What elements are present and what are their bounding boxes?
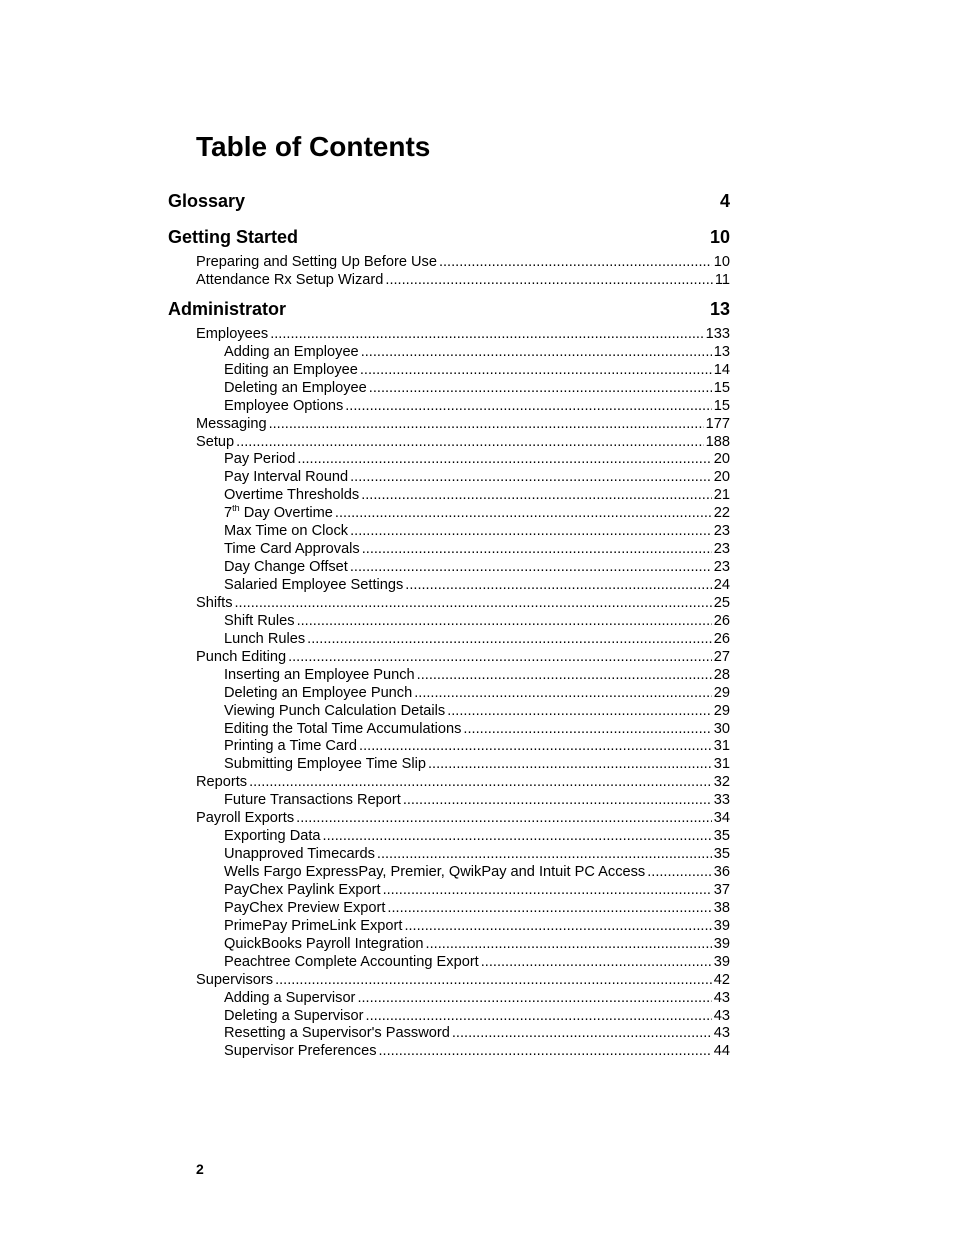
toc-entry[interactable] [168,434,730,452]
toc-section-getting-started[interactable] [168,224,730,250]
toc-entry-label-text: Lunch Rules [224,630,306,647]
toc-entry-page-number: 23 [713,559,730,576]
toc-entry-page-number: 29 [713,702,730,719]
dot-leader [275,972,712,990]
toc-entry-label-text: Future Transactions Report [224,792,401,809]
dot-leader [428,756,712,774]
toc-entry-page-number: 11 [714,271,730,288]
dot-leader [307,631,712,649]
dot-leader [379,1043,712,1061]
toc-entry-label-text: Supervisors [196,971,274,988]
dot-leader [369,380,712,398]
dot-leader [463,721,711,739]
toc-entry-page-number: 10 [713,254,730,270]
toc-entry[interactable] [168,416,730,434]
toc-entry-label [196,649,286,667]
toc-entry[interactable] [168,523,730,541]
dot-leader [385,272,712,290]
toc-entry-page-number: 33 [713,792,730,809]
dot-leader [647,864,712,882]
table-of-contents [168,188,730,1067]
toc-entry-label-text: Preparing and Setting Up Before Use [196,254,437,270]
toc-entry[interactable] [168,1008,730,1026]
toc-entry-page-number: 22 [713,505,730,522]
dot-leader [249,774,712,792]
toc-entry-page-number: 30 [713,720,730,737]
dot-leader [360,362,712,380]
toc-entry-page-number: 31 [713,756,730,773]
toc-entry-label [224,918,402,936]
section-page-number: 4 [719,191,730,211]
toc-entry[interactable] [168,864,730,882]
dot-leader [335,505,712,523]
toc-entry[interactable] [168,1043,730,1061]
toc-entry-page-number: 35 [713,846,730,863]
toc-entry-label [196,254,437,272]
toc-section-administrator[interactable] [168,296,730,322]
toc-entry-label [224,882,381,900]
toc-entry-label [196,326,268,344]
page-number: 2 [196,1161,204,1177]
toc-entry[interactable] [168,882,730,900]
toc-entry-label-text: PayChex Paylink Export [224,881,381,898]
toc-entry-label [224,505,333,523]
toc-entry-page-number: 133 [705,325,730,342]
toc-entry-label [224,559,348,577]
administrator-entries [168,326,730,1061]
toc-entry-page-number: 25 [713,594,730,611]
toc-entry[interactable] [168,685,730,703]
toc-entry[interactable] [168,326,730,344]
toc-entry-label [224,703,445,721]
toc-entry-label-text: 7 [224,505,233,522]
toc-entry-page-number: 15 [713,397,730,414]
toc-entry-label [196,272,383,290]
section-page-number: 10 [709,227,730,247]
toc-entry-page-number: 32 [713,774,730,791]
toc-entry-label [196,972,273,990]
toc-entry-label [224,667,415,685]
toc-entry-page-number: 43 [713,1007,730,1024]
toc-entry-label-text: Resetting a Supervisor's Password [224,1025,450,1042]
dot-leader [350,469,712,487]
toc-entry-label-text: Employee Options [224,397,344,414]
toc-entry[interactable] [168,631,730,649]
dot-leader [269,416,704,434]
toc-entry-label-rest: Day Overtime [239,505,333,522]
toc-entry-label-text: Printing a Time Card [224,738,358,755]
toc-entry[interactable] [168,649,730,667]
toc-entry-label [224,469,348,487]
toc-entry-page-number: 36 [713,864,730,880]
toc-entry-page-number: 34 [713,810,730,827]
toc-entry-page-number: 35 [713,828,730,845]
toc-entry-label [224,954,479,972]
toc-entry-label [224,685,412,703]
dot-leader [350,523,712,541]
toc-entry-label [224,738,357,756]
dot-leader [345,398,712,416]
toc-entry-page-number: 177 [705,415,730,432]
toc-entry-label [196,810,294,828]
getting-started-entries [168,254,730,290]
toc-entry-page-number: 15 [713,379,730,396]
toc-entry-page-number: 21 [713,487,730,504]
toc-entry[interactable] [168,774,730,792]
toc-entry-page-number: 39 [713,953,730,970]
toc-entry-label-text: Setup [196,433,235,450]
dot-leader [377,846,712,864]
dot-leader [357,990,711,1008]
toc-entry-page-number: 24 [713,577,730,593]
toc-entry-page-number: 37 [713,881,730,898]
toc-entry-page-number: 27 [713,648,730,665]
toc-entry-page-number: 31 [713,738,730,755]
dot-leader [270,326,703,344]
toc-entry-page-number: 28 [713,666,730,683]
toc-entry-label [224,756,426,774]
toc-entry-label-text: Punch Editing [196,648,287,665]
toc-entry[interactable] [168,703,730,721]
toc-entry-label-text: Supervisor Preferences [224,1043,377,1060]
dot-leader [361,487,712,505]
toc-entry[interactable] [168,972,730,990]
toc-entry-label [224,613,295,631]
toc-entry-label-text: Wells Fargo ExpressPay, Premier, QwikPay and Intuit PC Access [224,864,646,880]
toc-entry-label-text: Inserting an Employee Punch [224,666,415,683]
toc-entry-page-number: 14 [713,361,730,378]
toc-entry-page-number: 44 [713,1043,730,1060]
toc-entry[interactable] [168,792,730,810]
dot-leader [405,577,711,595]
toc-entry[interactable] [168,505,730,523]
toc-entry[interactable] [168,398,730,416]
dot-leader [297,613,712,631]
dot-leader [235,595,712,613]
toc-entry-label [196,595,233,613]
toc-entry-label-text: Editing an Employee [224,361,358,378]
toc-entry-page-number: 38 [713,899,730,916]
toc-entry-label-text: Messaging [196,415,267,432]
dot-leader [403,792,712,810]
toc-entry[interactable] [168,810,730,828]
toc-entry[interactable] [168,900,730,918]
toc-entry-page-number: 43 [713,989,730,1006]
toc-entry-label-text: Shift Rules [224,612,295,629]
toc-entry[interactable] [168,936,730,954]
toc-entry-page-number: 13 [713,343,730,360]
toc-entry-label [196,416,267,434]
toc-entry-label [224,344,359,362]
toc-entry[interactable] [168,990,730,1008]
toc-entry-label [224,900,385,918]
toc-entry-label [224,487,359,505]
toc-entry-label [224,721,461,739]
toc-entry-label-text: Adding a Supervisor [224,989,356,1006]
toc-entry[interactable] [168,613,730,631]
toc-entry-label [196,774,247,792]
toc-entry[interactable] [168,541,730,559]
toc-entry-label-text: Pay Interval Round [224,469,349,486]
toc-entry-label [224,1043,377,1061]
toc-entry-label [224,523,348,541]
toc-entry-label [224,1025,450,1043]
toc-entry[interactable] [168,254,730,272]
toc-entry-page-number: 188 [705,433,730,450]
toc-entry[interactable] [168,846,730,864]
toc-entry-label-text: Deleting a Supervisor [224,1007,364,1024]
toc-entry-label-text: Submitting Employee Time Slip [224,756,426,773]
toc-entry-label-text: Time Card Approvals [224,541,360,558]
section-title: Administrator [168,298,287,319]
toc-entry[interactable] [168,469,730,487]
toc-entry-label [224,577,403,595]
toc-entry[interactable] [168,595,730,613]
toc-entry-label-text: Payroll Exports [196,810,295,827]
toc-entry-label [224,541,360,559]
toc-entry-label [224,828,321,846]
toc-entry-page-number: 23 [713,541,730,558]
toc-entry-superscript: th [232,505,240,514]
toc-entry-label-text: Peachtree Complete Accounting Export [224,953,479,970]
toc-entry-label-text: Overtime Thresholds [224,487,360,504]
dot-leader [387,900,711,918]
toc-entry[interactable] [168,756,730,774]
dot-leader [404,918,711,936]
toc-entry[interactable] [168,559,730,577]
dot-leader [414,685,712,703]
toc-entry-page-number: 23 [713,523,730,540]
toc-entry[interactable] [168,828,730,846]
dot-leader [439,254,712,272]
toc-entry-label [224,451,295,469]
toc-entry-label-text: Max Time on Clock [224,523,349,540]
toc-entry-page-number: 43 [713,1025,730,1042]
dot-leader [362,541,712,559]
toc-entry-page-number: 20 [713,451,730,468]
toc-entry-label-text: Shifts [196,594,233,611]
toc-entry[interactable] [168,738,730,756]
toc-entry[interactable] [168,272,730,290]
section-title: Getting Started [168,227,299,247]
toc-entry[interactable] [168,918,730,936]
toc-entry[interactable] [168,577,730,595]
dot-leader [297,451,711,469]
toc-entry-label [196,434,234,452]
toc-entry-label-text: Reports [196,774,248,791]
toc-entry-label-text: Adding an Employee [224,343,359,360]
dot-leader [288,649,712,667]
toc-entry[interactable] [168,362,730,380]
toc-entry-label-text: PrimePay PrimeLink Export [224,917,403,934]
toc-entry-page-number: 26 [713,630,730,647]
toc-entry-label-text: Employees [196,325,269,342]
toc-entry-label-text: Deleting an Employee Punch [224,684,413,701]
toc-entry[interactable] [168,667,730,685]
toc-entry[interactable] [168,487,730,505]
section-page-number: 13 [709,298,730,319]
toc-entry-label [224,864,645,882]
toc-entry-page-number: 39 [713,917,730,934]
dot-leader [236,434,704,452]
toc-entry-label-text: Deleting an Employee [224,379,367,396]
toc-entry[interactable] [168,1025,730,1043]
dot-leader [426,936,712,954]
toc-entry-label [224,792,401,810]
toc-entry-label [224,1008,364,1026]
dot-leader [417,667,712,685]
toc-entry[interactable] [168,721,730,739]
toc-entry-label [224,362,358,380]
toc-entry-page-number: 20 [713,469,730,486]
toc-section-glossary[interactable] [168,188,730,214]
toc-entry-label-text: PayChex Preview Export [224,899,386,916]
toc-entry-label-text: Salaried Employee Settings [224,577,404,593]
section-title: Glossary [168,191,246,211]
dot-leader [361,344,712,362]
toc-entry-label [224,380,367,398]
toc-entry-label-text: Day Change Offset [224,559,348,576]
dot-leader [383,882,712,900]
toc-entry-label-text: QuickBooks Payroll Integration [224,935,424,952]
dot-leader [481,954,712,972]
toc-entry-label [224,398,343,416]
dot-leader [350,559,712,577]
toc-entry-page-number: 29 [713,684,730,701]
toc-entry-page-number: 26 [713,612,730,629]
dot-leader [452,1025,712,1043]
toc-entry-label-text: Unapproved Timecards [224,846,375,863]
toc-entry-label [224,631,305,649]
dot-leader [323,828,712,846]
toc-entry[interactable] [168,344,730,362]
page-title: Table of Contents [196,131,431,162]
dot-leader [447,703,712,721]
toc-entry-label-text: Editing the Total Time Accumulations [224,720,462,737]
toc-entry-page-number: 42 [713,971,730,988]
toc-entry-label-text: Pay Period [224,451,296,468]
toc-entry[interactable] [168,954,730,972]
toc-entry-label [224,990,355,1008]
dot-leader [359,738,712,756]
toc-entry[interactable] [168,380,730,398]
toc-entry-label [224,936,424,954]
toc-entry-label [224,846,375,864]
toc-entry[interactable] [168,451,730,469]
toc-entry-label-text: Viewing Punch Calculation Details [224,702,446,719]
toc-entry-label-text: Exporting Data [224,828,321,845]
toc-entry-page-number: 39 [713,935,730,952]
dot-leader [296,810,712,828]
dot-leader [366,1008,712,1026]
toc-entry-label-text: Attendance Rx Setup Wizard [196,271,384,288]
